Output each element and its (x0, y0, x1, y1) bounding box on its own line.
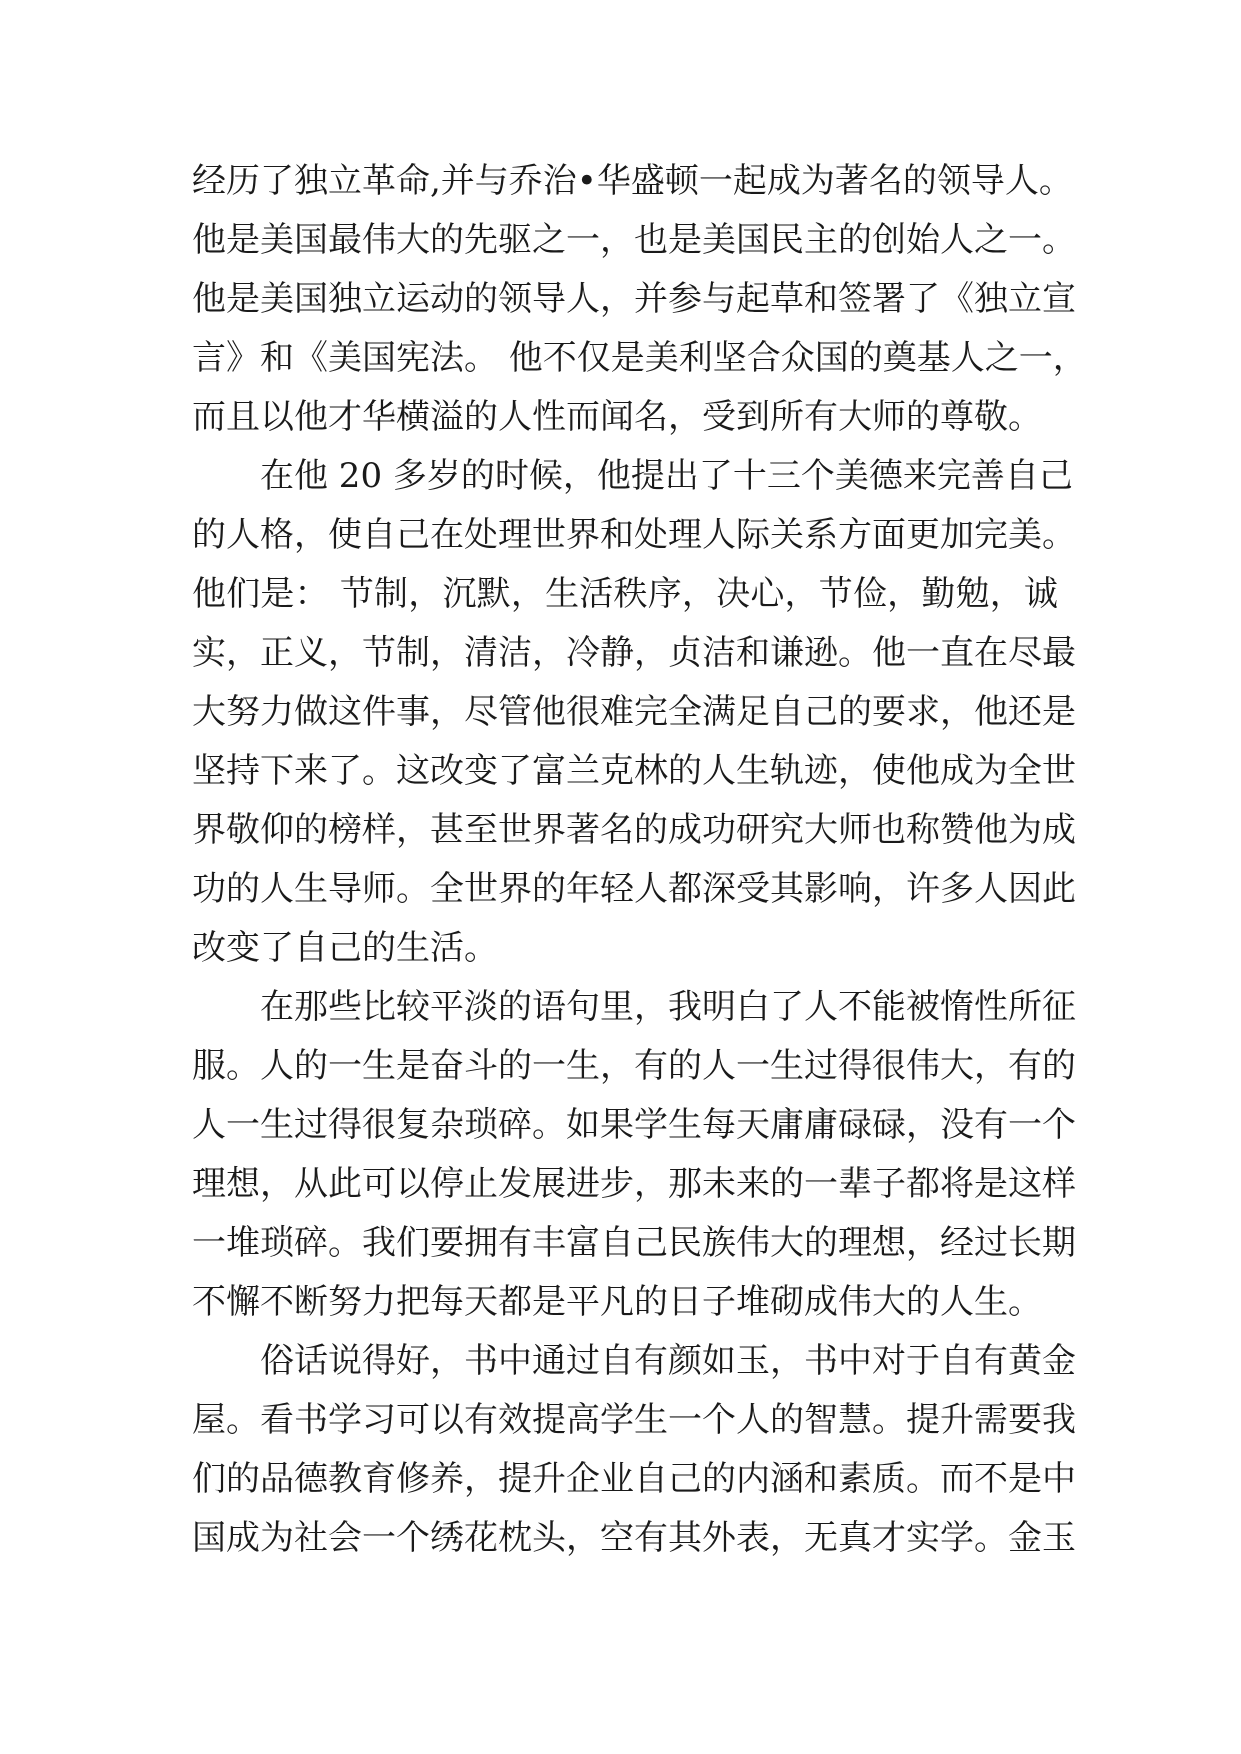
text-line: 经历了独立革命,并与乔治•华盛顿一起成为著名的领导人。 (192, 161, 1073, 201)
text-line: 他们是： 节制，沉默，生活秩序，决心，节俭，勤勉，诚 (192, 574, 1058, 614)
text-line: 人一生过得很复杂琐碎。如果学生每天庸庸碌碌，没有一个 (192, 1105, 1076, 1145)
text-line: 改变了自己的生活。 (192, 928, 498, 968)
text-line: 的人格，使自己在处理世界和处理人际关系方面更加完美。 (192, 515, 1076, 555)
text-line: 界敬仰的榜样，甚至世界著名的成功研究大师也称赞他为成 (192, 810, 1076, 850)
text-line: 大努力做这件事，尽管他很难完全满足自己的要求，他还是 (192, 692, 1076, 732)
text-line: 们的品德教育修养，提升企业自己的内涵和素质。而不是中 (192, 1459, 1076, 1499)
text-line: 屋。看书学习可以有效提高学生一个人的智慧。提升需要我 (192, 1400, 1076, 1440)
text-line: 一堆琐碎。我们要拥有丰富自己民族伟大的理想，经过长期 (192, 1223, 1076, 1263)
text-line: 实，正义，节制，清洁，冷静，贞洁和谦逊。他一直在尽最 (192, 633, 1076, 673)
text-line: 而且以他才华横溢的人性而闻名，受到所有大师的尊敬。 (192, 397, 1042, 437)
document-body (192, 152, 1087, 1568)
text-line: 俗话说得好，书中通过自有颜如玉，书中对于自有黄金 (260, 1341, 1076, 1381)
text-line: 坚持下来了。这改变了富兰克林的人生轨迹，使他成为全世 (192, 751, 1076, 791)
text-line: 他是美国独立运动的领导人，并参与起草和签署了《独立宣 (192, 279, 1076, 319)
text-line: 服。人的一生是奋斗的一生，有的人一生过得很伟大，有的 (192, 1046, 1076, 1086)
text-line: 在那些比较平淡的语句里，我明白了人不能被惰性所征 (260, 987, 1076, 1027)
text-line: 理想，从此可以停止发展进步，那未来的一辈子都将是这样 (192, 1164, 1076, 1204)
text-line: 他是美国最伟大的先驱之一，也是美国民主的创始人之一。 (192, 220, 1076, 260)
text-line: 国成为社会一个绣花枕头，空有其外表，无真才实学。金玉 (192, 1518, 1076, 1558)
text-line: 在他 20 多岁的时候，他提出了十三个美德来完善自己 (260, 456, 1073, 496)
text-line: 不懈不断努力把每天都是平凡的日子堆砌成伟大的人生。 (192, 1282, 1042, 1322)
text-line: 功的人生导师。全世界的年轻人都深受其影响，许多人因此 (192, 869, 1076, 909)
text-line: 言》和《美国宪法。 他不仅是美利坚合众国的奠基人之一， (192, 338, 1087, 378)
